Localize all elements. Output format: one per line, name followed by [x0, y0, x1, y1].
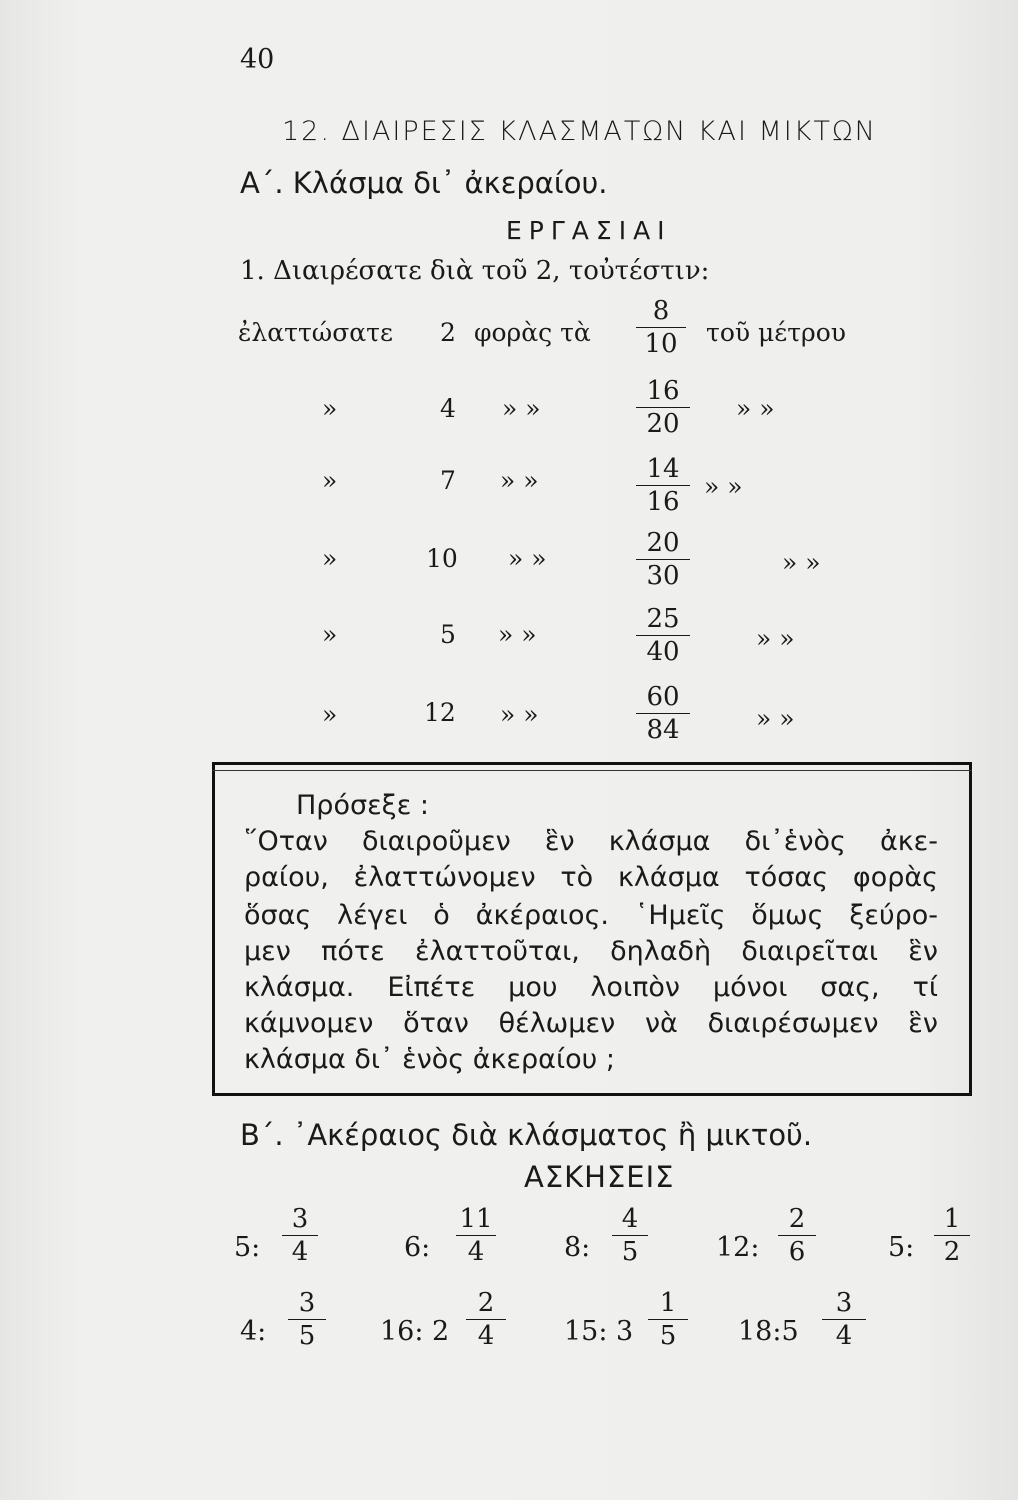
exercise-fraction: [822, 1290, 866, 1349]
fraction-denominator: 84: [646, 715, 680, 745]
fraction-bar: [778, 1235, 816, 1236]
fraction-bar: [636, 327, 686, 328]
fraction-denominator: 6: [788, 1237, 806, 1267]
exercise-fraction: [456, 1206, 496, 1265]
task-fraction: [636, 606, 690, 665]
task-verb: ἐλαττώσατε: [238, 318, 393, 347]
exercise-fraction: [612, 1206, 648, 1265]
fraction-numerator: 2: [477, 1288, 495, 1318]
task-times: 7: [440, 466, 456, 495]
notice-line: κάμνομεν ὅταν θέλωμεν νὰ διαιρέσωμεν ἓν: [244, 1008, 938, 1039]
fraction-denominator: 20: [646, 409, 680, 439]
fraction-numerator: 14: [646, 454, 680, 484]
fraction-bar: [822, 1319, 866, 1320]
task-intro: 1. Διαιρέσατε διὰ τοῦ 2, τοὐτέστιν:: [240, 256, 710, 286]
fraction-numerator: 11: [459, 1204, 493, 1234]
task-fraction: [636, 298, 686, 357]
exercise-fraction: [934, 1206, 970, 1265]
task-tail: » »: [756, 704, 795, 733]
task-fraction: [636, 684, 690, 743]
chapter-title: 12. ΔΙΑΙΡΕΣΙΣ ΚΛΑΣΜΑΤΩΝ ΚΑΙ ΜΙΚΤΩΝ: [282, 116, 877, 147]
task-fraction: [636, 456, 690, 515]
task-word: » »: [498, 620, 537, 649]
fraction-denominator: 5: [621, 1237, 639, 1267]
fraction-denominator: 30: [646, 561, 680, 591]
section-a-heading: Α΄. Κλάσμα δι᾿ ἀκεραίου.: [240, 166, 608, 200]
task-tail: τοῦ μέτρου: [706, 318, 847, 347]
fraction-bar: [612, 1235, 648, 1236]
fraction-denominator: 5: [659, 1321, 677, 1351]
task-verb: »: [322, 394, 338, 423]
exercise-prefix: 6:: [404, 1232, 431, 1263]
task-verb: »: [322, 466, 338, 495]
task-times: 5: [440, 620, 456, 649]
fraction-numerator: 1: [943, 1204, 961, 1234]
exercise-fraction: [466, 1290, 506, 1349]
task-fraction: [636, 378, 690, 437]
exercises-heading: ΑΣΚΗΣΕΙΣ: [524, 1160, 675, 1194]
task-word: » »: [500, 700, 539, 729]
fraction-numerator: 3: [835, 1288, 853, 1318]
notice-line: ῞Οταν διαιροῦμεν ἓν κλάσμα δι᾿ἑνὸς ἀκε-: [244, 826, 938, 857]
fraction-bar: [282, 1235, 318, 1236]
exercise-fraction: [288, 1290, 326, 1349]
exercise-prefix: 4:: [240, 1316, 267, 1347]
task-verb: »: [322, 700, 338, 729]
task-tail: » »: [736, 394, 775, 423]
task-verb: »: [322, 620, 338, 649]
fraction-bar: [648, 1319, 688, 1320]
fraction-bar: [934, 1235, 970, 1236]
fraction-numerator: 16: [646, 376, 680, 406]
notice-line: ὅσας λέγει ὁ ἀκέραιος. ῾Ημεῖς ὅμως ξεύρο-: [244, 900, 938, 931]
fraction-denominator: 5: [298, 1321, 316, 1351]
task-fraction: [636, 530, 690, 589]
exercise-prefix: 15: 3: [564, 1316, 634, 1347]
task-verb: »: [322, 544, 338, 573]
section-b-heading: Β΄. ᾿Ακέραιος διὰ κλάσματος ἢ μικτοῦ.: [240, 1118, 813, 1152]
task-times: 4: [440, 394, 456, 423]
fraction-numerator: 20: [646, 528, 680, 558]
fraction-denominator: 4: [467, 1237, 485, 1267]
fraction-numerator: 8: [652, 296, 670, 326]
task-tail: » »: [782, 548, 821, 577]
exercise-prefix: 5:: [234, 1232, 261, 1263]
fraction-bar: [288, 1319, 326, 1320]
exercise-fraction: [778, 1206, 816, 1265]
fraction-numerator: 3: [291, 1204, 309, 1234]
fraction-denominator: 10: [644, 329, 678, 359]
fraction-bar: [466, 1319, 506, 1320]
fraction-numerator: 1: [659, 1288, 677, 1318]
fraction-bar: [636, 713, 690, 714]
task-times: 10: [426, 544, 458, 573]
page-number: 40: [240, 44, 275, 75]
fraction-numerator: 60: [646, 682, 680, 712]
exercise-fraction: [282, 1206, 318, 1265]
task-word: » »: [508, 544, 547, 573]
fraction-numerator: 2: [788, 1204, 806, 1234]
fraction-numerator: 25: [646, 604, 680, 634]
fraction-denominator: 4: [291, 1237, 309, 1267]
exercise-prefix: 12:: [716, 1232, 760, 1263]
fraction-denominator: 40: [646, 637, 680, 667]
fraction-numerator: 4: [621, 1204, 639, 1234]
exercise-prefix: 16: 2: [380, 1316, 450, 1347]
notice-line: μεν πότε ἐλαττοῦται, δηλαδὴ διαιρεῖται ἓν: [244, 936, 938, 967]
exercise-fraction: [648, 1290, 688, 1349]
task-word: » »: [502, 394, 541, 423]
task-tail: » »: [704, 472, 743, 501]
exercise-prefix: 8:: [564, 1232, 591, 1263]
fraction-denominator: 16: [646, 487, 680, 517]
fraction-denominator: 4: [477, 1321, 495, 1351]
fraction-bar: [456, 1235, 496, 1236]
fraction-bar: [636, 407, 690, 408]
task-word: » »: [500, 466, 539, 495]
task-times: 12: [424, 698, 456, 727]
tasks-heading: ΕΡΓΑΣΙΑΙ: [506, 216, 672, 245]
task-times: 2: [440, 318, 456, 347]
fraction-bar: [636, 635, 690, 636]
exercise-prefix: 18:5: [738, 1316, 799, 1347]
task-tail: » »: [756, 624, 795, 653]
notice-line: κλάσμα δι᾿ ἑνὸς ἀκεραίου ;: [244, 1044, 615, 1075]
notice-line: ραίου, ἐλαττώνομεν τὸ κλάσμα τόσας φορὰς: [244, 862, 938, 893]
fraction-bar: [636, 559, 690, 560]
fraction-numerator: 3: [298, 1288, 316, 1318]
notice-line: κλάσμα. Εἰπέτε μου λοιπὸν μόνοι σας, τί: [244, 972, 938, 1003]
fraction-denominator: 2: [943, 1237, 961, 1267]
exercise-prefix: 5:: [888, 1232, 915, 1263]
notice-inner-rule: [212, 770, 972, 771]
fraction-denominator: 4: [835, 1321, 853, 1351]
fraction-bar: [636, 485, 690, 486]
notice-title: Πρόσεξε :: [296, 790, 429, 821]
task-word: φορὰς τὰ: [474, 318, 591, 347]
